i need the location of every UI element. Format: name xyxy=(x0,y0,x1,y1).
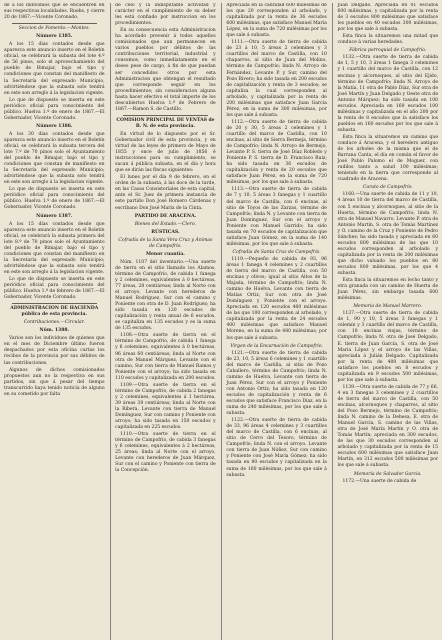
section-subheading: Memoria de Salvador García. xyxy=(353,471,422,477)
paragraph: 1108.—Otra suerte de tierra en el término de Campofrío, de cabida 1 fanega y 6 celemines, equivalentes á 0 hectáreas, 96 áreas 60 centiáreas; linda al Norte con otra de Manuel Márquez, Levante con el camino, Sur con tierra de Manuel Ramos y Poniente con el arroyo; ha sido tasada en 110 escudos y capitalizada en 200 escudos. xyxy=(115,333,216,381)
section-heading: Menor cuantía. xyxy=(145,251,185,257)
paragraph: 1109.—Otra suerte de tierra en el término de Campofrío, de cabida 2 fanegas y 2 celemines, equivalentes á 1 hectárea, 39 áreas 38 centiáreas; linda al Norte con la Ribera, Levante con tierra de Manuel Domínguez, Sur con camino y Poniente con arroyo; ha sido tasada en 150 escudos y capitalizada en 225 escudos. xyxy=(115,382,216,431)
paragraph: de á los individuos que se encuentren en sus respectivas localidades. Ruebs, y cierre 20 de 1867.—Vicente Coronado. xyxy=(4,3,105,21)
paragraph: Esta finca la situaremos un camino que conduce á Aracena, y el heredero antiguo de los arboles de la misma que el de Barrana Canta, el día en común el favor de José Pablo Palomo el de Moguer, con rudilos tanto a salud 100 milésimas; teniendo en la tierra que corresponde al cuadrado de Aracena. xyxy=(337,134,439,183)
section-divider xyxy=(123,115,208,116)
section-subheading: Bienes del Estado.—Clero. xyxy=(134,221,196,227)
paragraph: 1121.—Otra suerte de tierra de cabida de 23, 10, 5 áreas 6 celemines y 1 cuartillo del marco de Castilla, al sitio de Pozo Caballero, término de Campofrío; linda N. camino de Huelva, Levante con tierra de Juan Pérez, Sur con el arroyo y Poniente con Antonio Ortiz; ha sido tasada en 120 escudos de capitalización y renta de 6 escudos que satisface Francisco Díaz, en la suma de 240 milésimas, por los que sale á subasta. xyxy=(226,350,327,417)
section-heading: PARTIDO DE ARACENA. xyxy=(134,213,197,219)
paragraph: de celo y la indisputable actividad y carácter en el cumplimiento de su deber les está confiado por instruccion en los procedimientos. xyxy=(115,3,216,27)
section-subheading: Cofradía de la Santa Vera Cruz y Ánimas de Campofrío. xyxy=(118,237,213,249)
column-divider xyxy=(332,3,333,640)
paragraph: Apreciada en la cantidad 600 milésimas de los que 20 corresponden al arbolado, y capitalizada por la renta de 36 escudos 600 milésimas, que satisface Manuel María López, en la suma de 720 milésimas por los que sale á subasta. xyxy=(226,3,327,39)
paragraph: Varios son los individuos de quienes que en el mes de Diciembre último fueron despachados por esta oficina cartas los recibos de la provincia por sus débitos de las contribuciones. xyxy=(4,336,105,366)
paragraph: 1137.—Otra suerte de tierra de cabida de 1, 90 y 10, 5 áreas 3 fanegas y 1 celemín y 3 cuartillo del marco de Castilla, con 18 encinas viejas, término de Campofrío; linda N. otra de José Delgado, E. tierra de Juan García, S. otra de José María López y el arroyo de las Viñas, apreciada á Julián Delgado. Capitalizada por la renta de 400 milésimas que satisface los pueblos en 8 escudos y capitalizada en 9 escudos 500 milésimas, por los que sale á subasta. xyxy=(337,311,439,383)
column-3 xyxy=(226,3,327,640)
column-2 xyxy=(115,3,216,640)
paragraph: 1110.—Otra suerte de tierra en el término de Campofrío, de cabida 3 fanegas y 6 celemines, equivalentes á 2 hectáreas, 25 áreas; linda al Norte con el arroyo, Levante con herederos de Juan Márquez, Sur con el camino y Poniente con tierra de la Concepción. xyxy=(115,432,216,474)
section-divider xyxy=(12,303,97,304)
paragraph: 1119.—Pequeño de cabida de 93, 96 áreas 1 fanega 4 celemines y 2 cuartillos de tierra del marco de Castilla, con 50 encinas y olivos; igual al sitio Altos de la Majada, término de Campofrío; linda N. camino de Huelva, Levante con tierra de Matías Ortiz, Sur con otra de José Domínguez y Poniente con el arroyo. Apreciada en 120 escudos 400 milésimas de las que 100 corresponden al arbolado, y capitalizada por la renta de 24 escudos 400 milésimas que satisface Manuel Moreno, en la suma de 480 milésimas, por los que sale á subasta. xyxy=(226,256,327,341)
section-heading: ADMINISTRACION DE HACIENDA pública de esta provincia. xyxy=(10,306,99,318)
paragraph: A los 30 días contados desde que aparezca este anuncio inserto en el Boletín oficial, se celebrará la subasta tercera del lote 7.º de 70 pinos solo el Ayuntamiento del pueblo de Bimajar, bajo el tipo y condiciones que constan de manifiesto en la Secretaría del espresado Municipio; advirtiéndose que la subasta solo tendrá en este son arreglo á la legislacion vigente. xyxy=(4,131,105,186)
paragraph: 1111.—Otra suerte de tierra de cabida de 23 á 10, 5 áreas 2 celemines y 3 cuartillos del marco de Castilla, con 10 chaparros, al sitio de Juan del Molino, término de Campofrío; linda N. Arroyo de Fernández, Levante P. y Sur, camino del Pozo Rivero; ha sido tasada en 200 escudos de capitalización y renta de 3 escudos; se capitaliza la cual corresponden al arbolado, y capitalizada por la renta de 200 milésimas que satisface Juan García Pérez, en la suma de 300 milésimas, por los que sale á subasta. xyxy=(226,40,327,118)
column-divider xyxy=(110,3,111,640)
section-heading: COMISION PRINCIPAL DE VENTAS de B. N. de esta provincia. xyxy=(116,117,215,129)
paragraph: 1113.—Otra suerte de tierra de cabida de 7 y 10, 5 áreas 3 fanegas y 1 cuartillo del marco de Castilla, con 6 encinas, al sitio de Toyos de las Zarzas, término de Campofrío; linda N. y Levante con tierra de Juan Domínguez, Sur con el arroyo y Poniente con Manuel Garrido; ha sido tasada en 70 escudos de capitalización que satisface Juan Gómez, en la suma de 140 milésimas, por los que sale á subasta. xyxy=(226,187,327,247)
section-subheading: Curato de Campofrío. xyxy=(362,185,413,191)
paragraph: Algunos de dichos comisionados propuestos aun no la respectiva en sus partidos, sin que á pesar del tiempo transcurrido haya tenido noticia de alguno en su cometido por falta xyxy=(4,367,105,397)
paragraph: 1160.—Una suerte de cabida de 11 y 10, 4 áreas 10 de tierra del marco de Castilla, con 5 encinas y alcornoques, al sitio de la Huerta, término de Campofrío; linda N. otra de Manuel Navarro, Levante P. otra de Antonio Martín, S. otra de Tomás Martínez y O. camino de la Cruz y Poniente de Pedro Sánchez; ha sido tasada y apreciada en 60 escudos 800 milésimas de las que 10 escudos corresponden al arbolado y capitalizada por la renta de 200 milésimas que dicho valuado los pueblos en 80 escudos 800 milésimas, por los que 4 subasta. xyxy=(337,192,439,277)
column-1 xyxy=(4,3,105,640)
section-subheading: Contribuciones.—Circular. xyxy=(23,320,85,326)
paragraph: El lunes por el día 9 de febrero, en el orden de la subasta, á las doce de la tarde, en las Casas Consistoriales de esta capital, ante el Sr. Juez de primera instancia de este partido Don José Romero Cárdenas y escribano Don José María de la Cinta. xyxy=(115,175,216,211)
column-4 xyxy=(337,3,438,640)
section-subheading: Seccion de Fomento.—Montes. xyxy=(18,26,90,32)
paragraph: 1172.—Una suerte de cabida de xyxy=(342,478,417,484)
paragraph: Núm. 1107 del inventario.—Una suerte de tierra en el sitio llamado los Alamos, término de Campofrío, de cabida 1 fanega y 2 celemines, equivalentes á 0 hectáreas, 77 áreas, 28 centiáreas; linda al Norte con el arroyo, Levante con herederos de Manuel Rodríguez, Sur con el camino y Poniente con otra de D. Juan Rodríguez; ha sido tasada en 120 escudos de capitalización y renta anual de 6 escudos, se capitaliza en 135 escudos y es la suma de 135 escudos. xyxy=(115,259,216,332)
section-subheading: Fábrica parroquial de Campofrío. xyxy=(349,48,427,54)
section-heading: RÚSTICAS. xyxy=(151,229,180,235)
paragraph: A los 15 días contados desde que aparezca este anuncio inserto en el Boletín oficial, se celebrará la subasta primera del lote 8.º de 70 pinos solo el Ayuntamiento del pueblo de Bimajar, bajo el tipo y condiciones que constan del manifiesto en la Secretaría del espresado Municipio; advirtiéndose que la subasta solo tendrá en este son arreglo á la legislacion vigente. xyxy=(4,221,105,275)
paragraph: En virtud de lo dispuesto por el Sr. Gobernador civil de esta provincia, y en virtud de las leyes de primero de Mayo de 1855 y once de julio de 1856 é instrucciones para su cumplimiento, se sacan á pública subasta, en el día y hora que se dirán las fincas siguientes: xyxy=(115,131,216,174)
text-columns xyxy=(4,3,438,640)
paragraph: Esta finca la situaremos una mitad que conduce á varias heredades. xyxy=(337,34,439,46)
column-divider xyxy=(221,3,222,640)
section-heading: Número 1386. xyxy=(36,123,73,129)
paragraph: Juan Delgado. Apreciada en 01 escudos 600 milésimas, y capitalizada por la renta de 3 escudos 800 milésimas que satisface los pueblos en 40 escudos 300 milésimas, por los que sale á subasta. xyxy=(337,3,439,33)
paragraph: Lo que de dispuesto se inserta en este periódico oficial para conocimiento del público. Huelva 1.º de febrero de 1867.—El Gobernador, Vicente Coronado. xyxy=(4,276,105,301)
section-heading: Número 1385. xyxy=(36,34,73,40)
paragraph: Lo que de dispuesto se inserta en este periódico oficial para conocimiento del público. Huelva 1.º de enero de 1867.—El Gobernador, Vicente Coronado. xyxy=(4,97,105,121)
paragraph: En su consecuencia esta Administracion ha acordado prevenir á todos aquellos comisionados que aun permanecen en varios pueblos por débitos de las contribuciones territorial, industrial y consumos, como inmediatamente en el deseo pese de cargo, á fin de que puedan ser concedidos otros por esta Administracion que obtengan el resultado que corresponde seguir en los procedimientos; sin consideracion alguna hasta hacer efectivo el total importe de los descubiertos Huelva 1.º de Febrero de 1867.—Ramon S. de Castillo. xyxy=(115,28,216,112)
section-divider xyxy=(12,23,97,24)
paragraph: A los 15 días contados desde que aparezca este anuncio inserto en el Boletín oficial, se celebrará la subasta del lote 4.º de 56 pinos, solo el aprovechamiento del pueblo de Bimajar, bajo el tipo y condiciones que constan del manifiesto de la Secretaría del expresado Municipio, advirtiéndose que la subasta solo tendrá en este son arreglo á la legislacion vigente. xyxy=(4,42,105,96)
paragraph: 1139.—Otra suerte de cabida de 77 y 66, 4 en 3 fanegas 3 celemines y 2 cuartillos de tierra del marco de Castilla, con 50 encinas, alcornoques y chaparros, al sitio del Pozo Bermejo, término de Campofrío; linda N. camino de la Dehesa, E. otra de Manuel García, S. camino de las Viñas, otra de José María Martín y O. otra de Tomás Martín; apreciada en 300 escudos, de las que 30 escudos corresponden al arbolado y capitalizada por la renta de 15 escudos 600 milésimas que satisface Juan Martín, en 312 escudos 500 milésimas por los que sale á subasta. xyxy=(337,384,439,469)
paragraph: 1122.—Otra suerte de tierra de cabida de 33, 96 áreas 4 celemines y 3 cuartillos del marco de Castilla, con 6 encinas, al sitio de Cerro del Tesoro, término de Campofrío; linda N. con el arroyo, Levante con tierra de Juan Núñez, Sur con camino y Poniente con José María Gómez; ha sido tasada en 80 escudos y capitalizada en la suma de 160 milésimas, por los que sale á subasta. xyxy=(226,418,327,478)
paragraph: 1112.—Otra suerte de tierra de cabida de 20 y 30, 5 áreas 2 celemines y 1 cuartillo del marco de Castilla, con 10 encinas, al sitio de Sierra Bermeja, término de Campofrío; linda N. Arroyo de Bermejo, Levante P. S. tierra de José Díaz Robledo y Poniente P. S. tierra de D. Francisco Ruiz; ha sido tasada en 36 escudos de capitalización y renta de 20 escudos que satisface Juan Pérez, en la suma de 720 milésimas, por los que sale á subasta. xyxy=(226,119,327,186)
section-heading: Número 1387. xyxy=(36,213,73,219)
paragraph: Lo que de dispuesto se inserta en este periódico oficial para conocimiento del público. Huelva 1.º de enero de 1867.—El Gobernador, Vicente Coronado. xyxy=(4,187,105,211)
paragraph: 1132.—Otra suerte de tierra de cabida de 1, 5 y 10, 3 áreas 1 fanega 3 celemines y 1 cuartillo del marco de Castilla, con 12 encinas y alcornoques, al sitio del Ejido, término de Campofrío; linda N. Arroyo de la Matía, 11 otra de Pablo Díaz, Sur otra de José Martín y Juan Delgado y Oeste otra de Antonio Márquez; ha sido tasada en 100 escudos. Apreciada en 160 escudos 100 milésimas y capitalizada en el año 200 por la renta de 8 escudos que la satisface los pueblos en 160 escudos por los que sale á subasta. xyxy=(337,55,439,133)
section-subheading: Memoria de Manuel Marrero. xyxy=(353,304,423,310)
section-heading: Núm. 1388. xyxy=(39,328,70,334)
section-subheading: Virgen de la Encarnación de Campofrío. xyxy=(230,343,323,349)
paragraph: Esta finca la situaremos en lecho tanto y otra granada con un camino de Huerta de Juan Pérez, sin embargo tasada 600 milésimas. xyxy=(337,278,439,302)
section-subheading: Cofradía de Santa Cruz de Campofrío. xyxy=(232,249,321,255)
